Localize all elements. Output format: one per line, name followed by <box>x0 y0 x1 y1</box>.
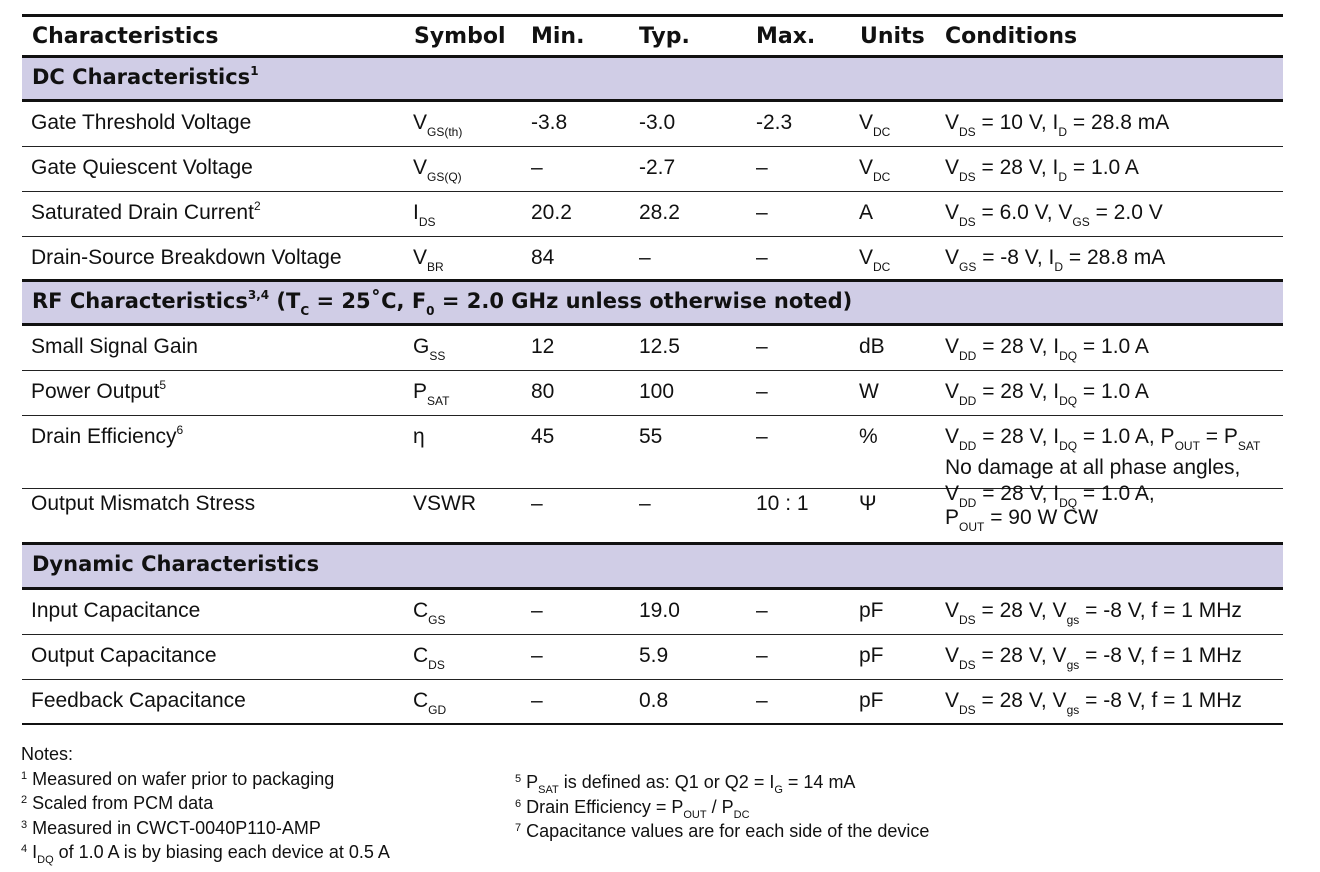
max-value: – <box>756 380 768 403</box>
col-conditions: Conditions <box>945 24 1078 49</box>
param-name: Saturated Drain Current$^2$ <box>31 199 261 224</box>
max-value: – <box>756 425 768 448</box>
section-title: Dynamic Characteristics <box>32 552 320 576</box>
note-item: $^6$ Drain Efficiency = $P_{OUT} / P_{DC}$ <box>515 796 750 821</box>
max-value: 10 : 1 <box>756 492 809 515</box>
table-row <box>22 635 1283 680</box>
unit: $V_{DC}$ <box>859 156 891 184</box>
condition: $V_{DS} = 6.0$ V, $V_{GS} = 2.0$ V <box>945 201 1163 229</box>
min-value: – <box>531 644 543 667</box>
typ-value: -2.7 <box>639 156 676 179</box>
symbol: VSWR <box>413 492 476 515</box>
min-value: -3.8 <box>531 111 568 134</box>
section-title: RF Characteristics$^{3,4}$ ($T_C$ = 25˚C, $F_0 = 2.0$ GHz unless otherwise noted) <box>32 288 853 318</box>
condition: $V_{DS} = 28$ V, $I_D = 1.0$ A <box>945 156 1139 184</box>
section-title: DC Characteristics$^1$ <box>32 64 259 89</box>
unit: $V_{DC}$ <box>859 111 891 139</box>
col-min: Min. <box>531 24 585 49</box>
symbol: $G_{SS}$ <box>413 335 446 363</box>
min-value: – <box>531 599 543 622</box>
min-value: 84 <box>531 246 555 269</box>
table-row <box>22 416 1283 489</box>
symbol: $I_{DS}$ <box>413 201 436 229</box>
table-row <box>22 680 1283 725</box>
symbol: $C_{GD}$ <box>413 689 447 717</box>
typ-value: 100 <box>639 380 675 403</box>
section-dc <box>22 58 1283 102</box>
condition: $V_{DD} = 28$ V, $I_{DQ} = 1.0$ A <box>945 335 1149 363</box>
max-value: – <box>756 689 768 712</box>
symbol: $V_{GS(Q)}$ <box>413 156 462 184</box>
unit: pF <box>859 644 884 667</box>
note-item: $^3$ Measured in CWCT-0040P110-AMP <box>21 817 321 838</box>
table-row <box>22 590 1283 635</box>
symbol: $P_{SAT}$ <box>413 380 450 408</box>
typ-value: 19.0 <box>639 599 680 622</box>
unit: % <box>859 425 878 448</box>
condition: $V_{DS} = 28$ V, $V_{gs} = -8$ V, f = 1 MHz <box>945 689 1242 717</box>
param-name: Drain-Source Breakdown Voltage <box>31 246 342 269</box>
min-value: 80 <box>531 380 555 403</box>
col-symbol: Symbol <box>414 24 506 49</box>
condition-line: No damage at all phase angles, <box>945 456 1241 479</box>
condition-line: $P_{OUT} = 90$ W CW <box>945 506 1099 534</box>
condition: $V_{DS} = 28$ V, $V_{gs} = -8$ V, f = 1 MHz <box>945 599 1242 627</box>
max-value: – <box>756 246 768 269</box>
max-value: – <box>756 644 768 667</box>
table-row <box>22 192 1283 237</box>
unit: A <box>859 201 874 224</box>
condition-line: $V_{DD} = 28$ V, $I_{DQ} = 1.0$ A, <box>945 482 1155 510</box>
notes-right <box>515 770 929 844</box>
param-name: Power Output$^5$ <box>31 378 167 403</box>
typ-value: 28.2 <box>639 201 680 224</box>
param-name: Output Capacitance <box>31 644 217 667</box>
typ-value: 55 <box>639 425 663 448</box>
note-item: $^4$ $I_{DQ}$ of 1.0 A is by biasing each device at 0.5 A <box>21 842 390 867</box>
param-name: Output Mismatch Stress <box>31 492 256 515</box>
spec-table <box>22 14 1283 725</box>
table-header <box>22 14 1283 58</box>
typ-value: – <box>639 246 651 269</box>
min-value: – <box>531 689 543 712</box>
col-units: Units <box>860 24 925 49</box>
param-name: Gate Threshold Voltage <box>31 111 252 134</box>
note-item: $^5$ $P_{SAT}$ is defined as: Q1 or $Q2 = I_G = 14$ mA <box>515 772 856 796</box>
max-value: – <box>756 201 768 224</box>
symbol: $V_{GS(th)}$ <box>413 111 463 139</box>
symbol: $C_{GS}$ <box>413 599 446 627</box>
min-value: – <box>531 492 543 515</box>
symbol: $V_{BR}$ <box>413 246 444 274</box>
typ-value: – <box>639 492 651 515</box>
condition: $V_{DS} = 28$ V, $V_{gs} = -8$ V, f = 1 MHz <box>945 644 1242 672</box>
condition: $V_{DD} = 28$ V, $I_{DQ} = 1.0$ A, $P_{OUT} = P_{SAT}$ <box>945 425 1261 453</box>
min-value: 20.2 <box>531 201 572 224</box>
symbol: η <box>413 425 425 448</box>
typ-value: 12.5 <box>639 335 680 358</box>
typ-value: 0.8 <box>639 689 669 712</box>
table-row <box>22 371 1283 416</box>
min-value: 12 <box>531 335 555 358</box>
param-name: Small Signal Gain <box>31 335 198 358</box>
param-name: Input Capacitance <box>31 599 201 622</box>
condition: $V_{DS} = 10$ V, $I_D = 28.8$ mA <box>945 111 1170 139</box>
max-value: – <box>756 156 768 179</box>
table-row <box>22 326 1283 371</box>
condition: $V_{GS} = -8$ V, $I_D = 28.8$ mA <box>945 246 1166 274</box>
unit: Ψ <box>859 492 877 515</box>
symbol: $C_{DS}$ <box>413 644 445 672</box>
max-value: – <box>756 599 768 622</box>
unit: pF <box>859 599 884 622</box>
note-item: $^2$ Scaled from PCM data <box>21 793 214 814</box>
notes-heading: Notes: <box>21 744 74 764</box>
min-value: – <box>531 156 543 179</box>
col-max: Max. <box>756 24 816 49</box>
col-characteristics: Characteristics <box>32 24 219 49</box>
param-name: Feedback Capacitance <box>31 689 246 712</box>
max-value: – <box>756 335 768 358</box>
notes-left <box>21 742 390 865</box>
unit: pF <box>859 689 884 712</box>
note-item: $^7$ Capacitance values are for each side of the device <box>515 821 930 842</box>
unit: W <box>859 380 879 403</box>
table-row <box>22 147 1283 192</box>
typ-value: -3.0 <box>639 111 676 134</box>
col-typ: Typ. <box>639 24 690 49</box>
table-row <box>22 102 1283 147</box>
typ-value: 5.9 <box>639 644 669 667</box>
section-rf <box>22 282 1283 326</box>
param-name: Drain Efficiency$^6$ <box>31 423 184 448</box>
max-value: -2.3 <box>756 111 793 134</box>
note-item: $^1$ Measured on wafer prior to packaging <box>21 768 335 789</box>
param-name: Gate Quiescent Voltage <box>31 156 253 179</box>
table-row <box>22 482 1283 545</box>
table-row <box>22 237 1283 282</box>
condition: $V_{DD} = 28$ V, $I_{DQ} = 1.0$ A <box>945 380 1149 408</box>
unit: dB <box>859 335 885 358</box>
unit: $V_{DC}$ <box>859 246 891 274</box>
min-value: 45 <box>531 425 555 448</box>
section-dynamic <box>22 545 1283 590</box>
